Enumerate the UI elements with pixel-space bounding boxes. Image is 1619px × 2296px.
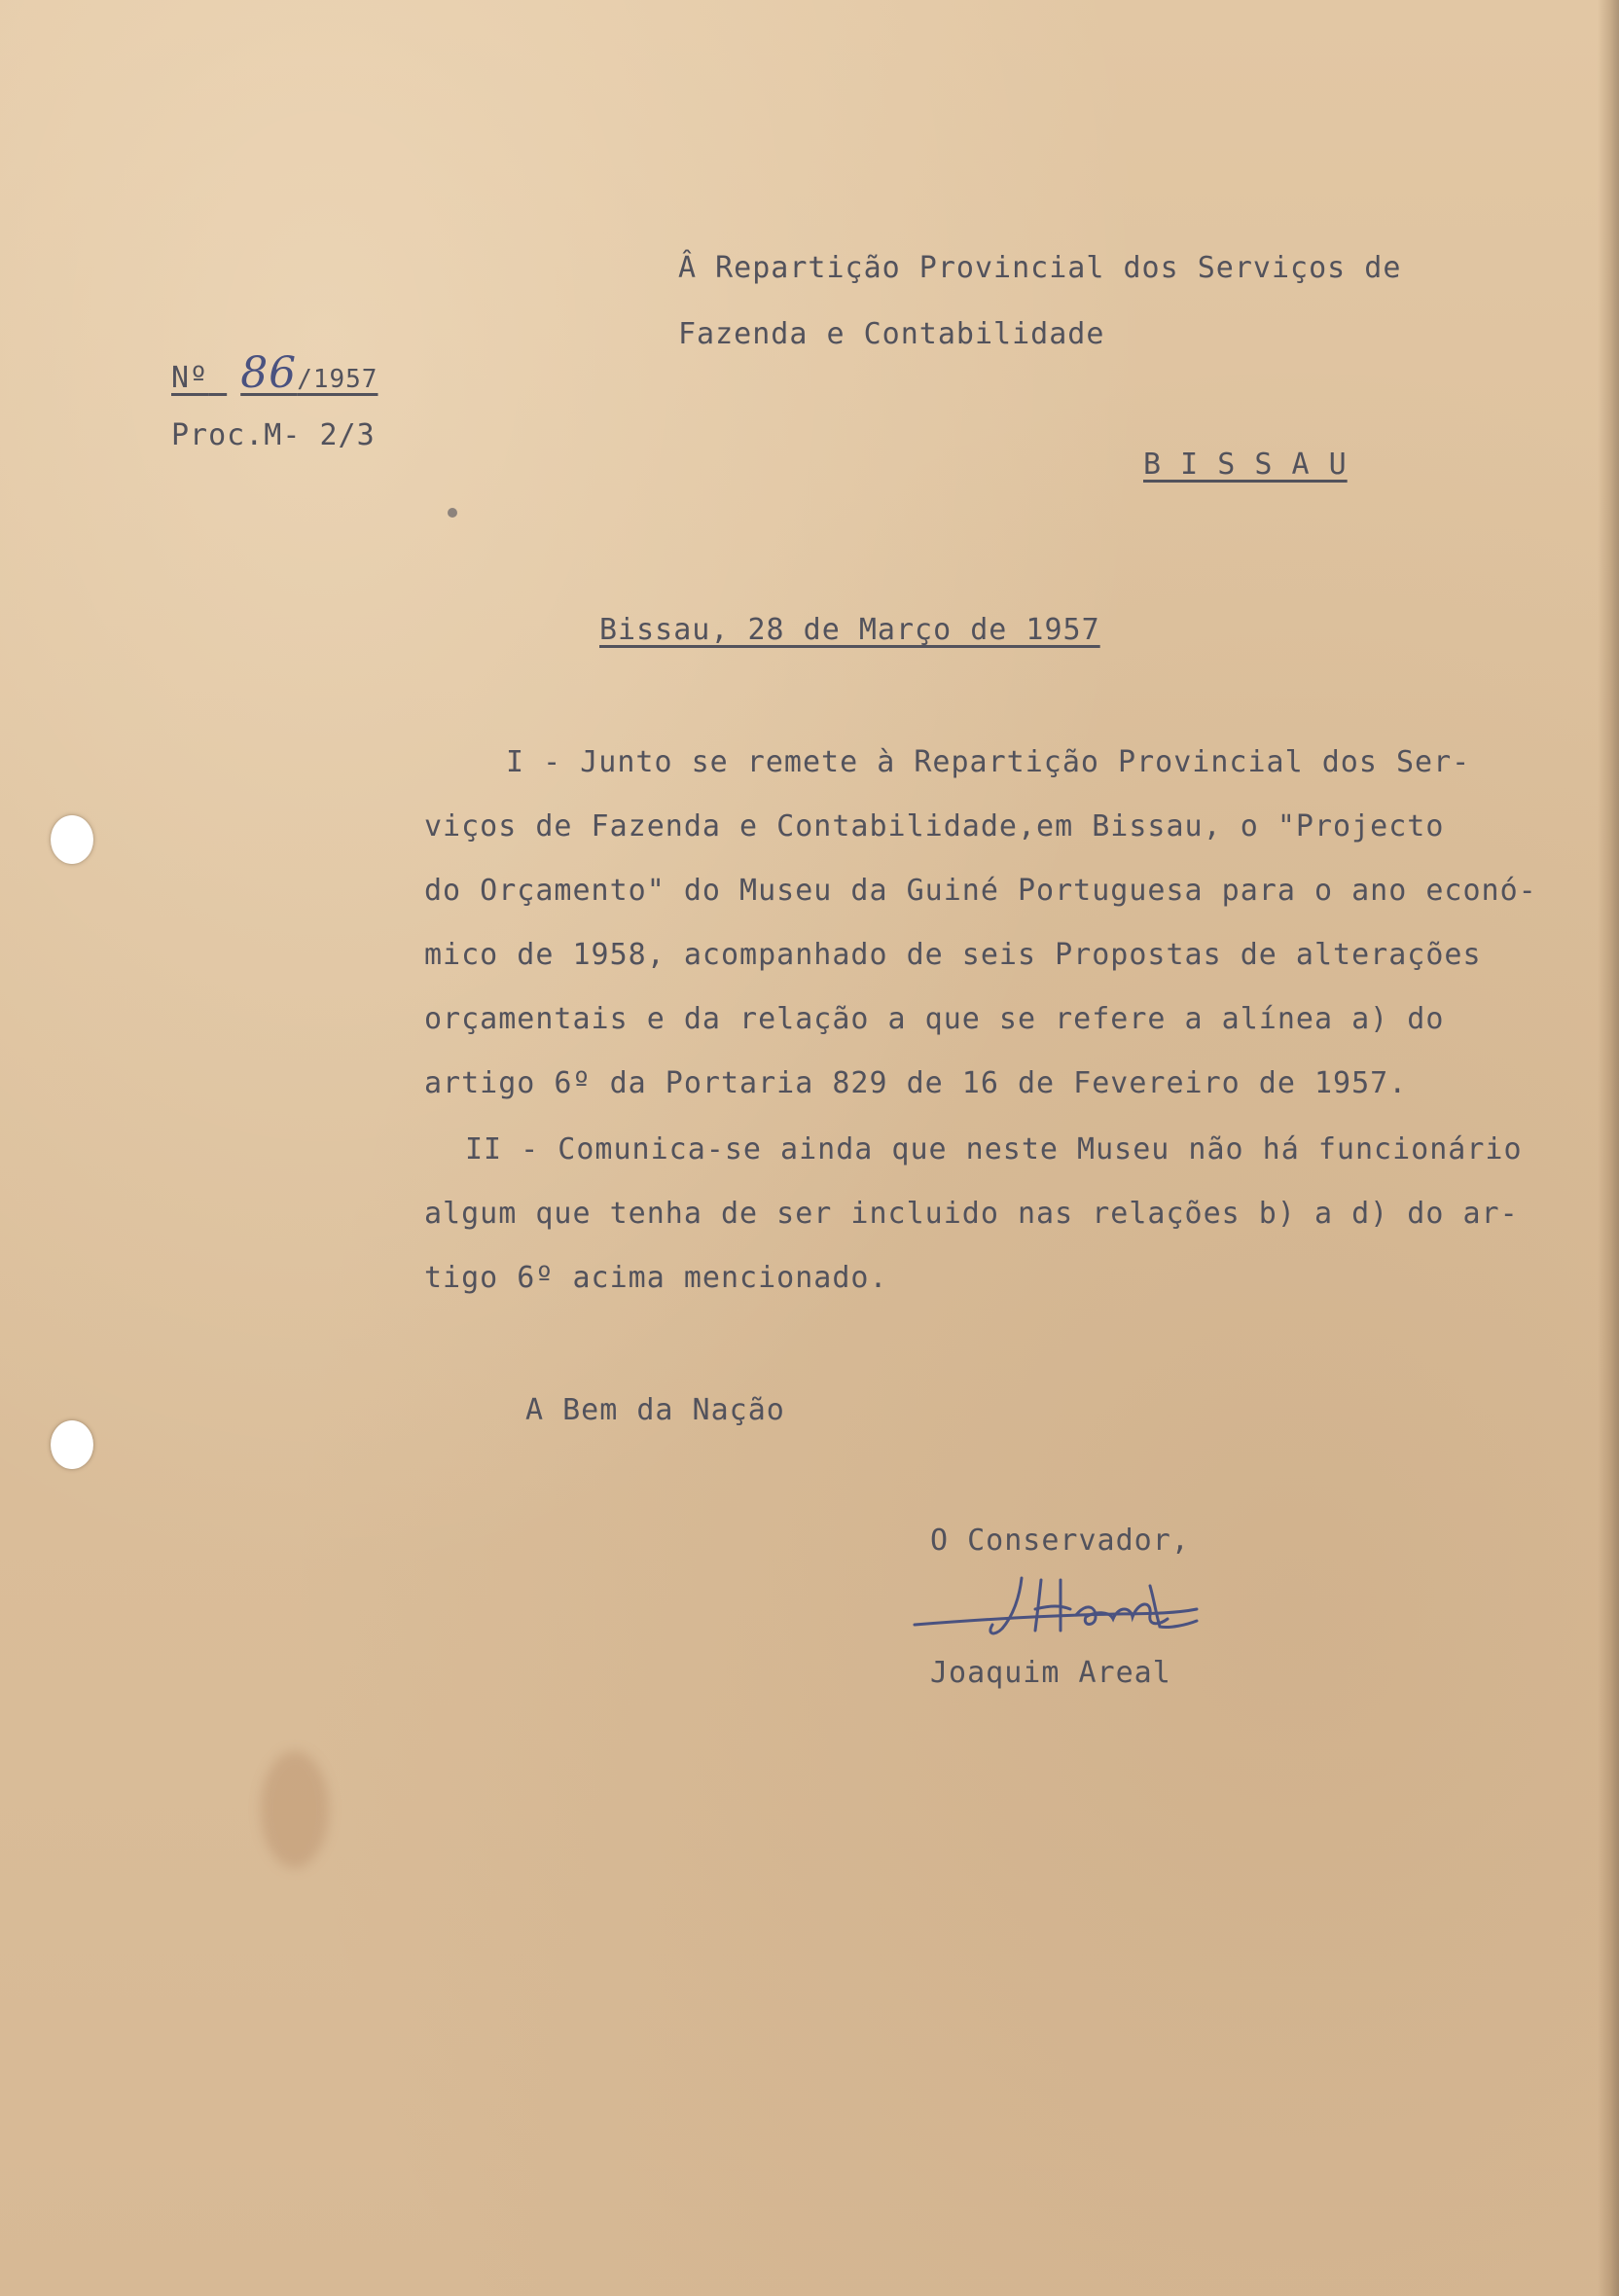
body-line: do Orçamento" do Museu da Guiné Portuguesa para o ano econó- xyxy=(424,874,1537,908)
body-line: viços de Fazenda e Contabilidade,em Bissau, o "Projecto xyxy=(424,809,1445,843)
body-line: I - Junto se remete à Repartição Provincial dos Ser- xyxy=(506,745,1471,779)
reference-number xyxy=(171,348,378,398)
body-line: orçamentais e da relação a que se refere a alínea a) do xyxy=(424,1002,1445,1036)
signatory-title: O Conservador, xyxy=(930,1524,1190,1558)
reference-number-year: /1957 xyxy=(297,365,378,394)
reference-number-prefix: Nº xyxy=(171,361,209,395)
ink-dot xyxy=(448,508,457,518)
punch-hole-top xyxy=(51,815,93,864)
date-line: Bissau, 28 de Março de 1957 xyxy=(599,613,1100,647)
body-line: artigo 6º da Portaria 829 de 16 de Fevereiro de 1957. xyxy=(424,1066,1408,1100)
paper-edge xyxy=(1598,0,1619,2296)
signatory-name: Joaquim Areal xyxy=(930,1656,1171,1690)
addressee-line-1: Â Repartição Provincial dos Serviços de xyxy=(678,251,1402,285)
punch-hole-bottom xyxy=(51,1420,93,1469)
handwritten-signature xyxy=(905,1566,1216,1654)
paper-stain xyxy=(261,1751,329,1868)
body-line: mico de 1958, acompanhado de seis Propostas de alterações xyxy=(424,938,1482,972)
addressee-line-2: Fazenda e Contabilidade xyxy=(678,317,1105,351)
body-line: algum que tenha de ser incluido nas relações b) a d) do ar- xyxy=(424,1197,1519,1231)
reference-number-handwritten: 86 xyxy=(240,348,298,398)
closing-salutation: A Bem da Nação xyxy=(525,1393,785,1427)
body-line: II - Comunica-se ainda que neste Museu não há funcionário xyxy=(465,1132,1523,1166)
body-line: tigo 6º acima mencionado. xyxy=(424,1261,888,1295)
addressee-city: B I S S A U xyxy=(1143,448,1348,482)
process-reference: Proc.M- 2/3 xyxy=(171,418,376,452)
